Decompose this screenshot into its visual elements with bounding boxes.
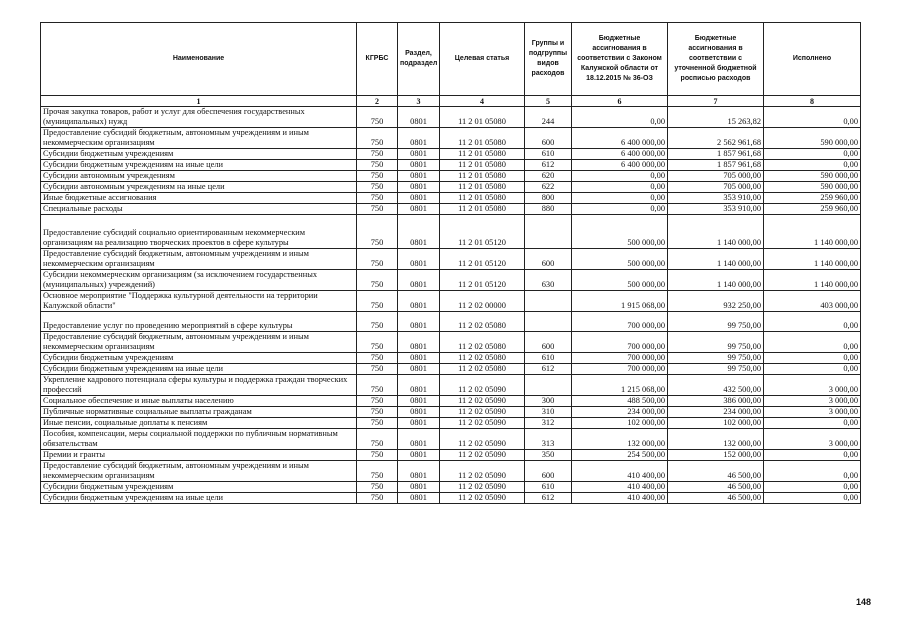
table-row [41, 407, 861, 418]
table-row [41, 171, 861, 182]
row-name: Субсидии бюджетным учреждениям на иные цели [41, 364, 357, 375]
row-expense-type: 312 [525, 418, 572, 429]
row-razdel: 0801 [398, 450, 440, 461]
row-law-allocation: 700 000,00 [572, 312, 668, 332]
column-number: 6 [572, 96, 668, 107]
row-executed: 590 000,00 [764, 171, 861, 182]
row-name: Прочая закупка товаров, работ и услуг для обеспечения государственных (муниципальных) нужд [41, 107, 357, 128]
row-schedule-allocation: 15 263,82 [668, 107, 764, 128]
row-law-allocation: 410 400,00 [572, 493, 668, 504]
header-name: Наименование [41, 23, 357, 96]
column-number-row [41, 96, 861, 107]
row-law-allocation: 0,00 [572, 107, 668, 128]
row-target-article: 11 2 01 05120 [440, 270, 525, 291]
row-target-article: 11 2 02 05090 [440, 493, 525, 504]
row-schedule-allocation: 1 140 000,00 [668, 270, 764, 291]
row-kgrbs: 750 [357, 249, 398, 270]
row-name: Предоставление субсидий бюджетным, автономным учреждениям и иным некоммерческим организациям [41, 332, 357, 353]
row-executed: 0,00 [764, 332, 861, 353]
row-executed: 259 960,00 [764, 204, 861, 215]
table-body [41, 107, 861, 504]
row-kgrbs: 750 [357, 204, 398, 215]
row-name: Основное мероприятие "Поддержка культурной деятельности на территории Калужской области" [41, 291, 357, 312]
row-name: Иные пенсии, социальные доплаты к пенсиям [41, 418, 357, 429]
row-kgrbs: 750 [357, 450, 398, 461]
row-target-article: 11 2 01 05080 [440, 107, 525, 128]
row-razdel: 0801 [398, 182, 440, 193]
row-kgrbs: 750 [357, 312, 398, 332]
table-row [41, 482, 861, 493]
row-name: Субсидии бюджетным учреждениям [41, 149, 357, 160]
row-kgrbs: 750 [357, 160, 398, 171]
row-schedule-allocation: 932 250,00 [668, 291, 764, 312]
row-target-article: 11 2 02 05090 [440, 375, 525, 396]
row-schedule-allocation: 1 140 000,00 [668, 249, 764, 270]
header-kgrbs: КГРБС [357, 23, 398, 96]
row-target-article: 11 2 01 05080 [440, 171, 525, 182]
row-expense-type: 600 [525, 332, 572, 353]
row-razdel: 0801 [398, 493, 440, 504]
row-target-article: 11 2 02 05080 [440, 353, 525, 364]
row-schedule-allocation: 1 857 961,68 [668, 149, 764, 160]
row-target-article: 11 2 02 05090 [440, 407, 525, 418]
row-target-article: 11 2 01 05080 [440, 160, 525, 171]
header-statya: Целевая статья [440, 23, 525, 96]
row-kgrbs: 750 [357, 107, 398, 128]
row-name: Субсидии некоммерческим организациям (за исключением государственных (муниципальных) учреждений) [41, 270, 357, 291]
row-executed: 590 000,00 [764, 128, 861, 149]
row-schedule-allocation: 99 750,00 [668, 312, 764, 332]
row-name: Субсидии бюджетным учреждениям [41, 482, 357, 493]
row-razdel: 0801 [398, 204, 440, 215]
row-name: Предоставление субсидий бюджетным, автономным учреждениям и иным некоммерческим организациям [41, 461, 357, 482]
table-row [41, 291, 861, 312]
row-target-article: 11 2 01 05080 [440, 193, 525, 204]
row-expense-type: 622 [525, 182, 572, 193]
budget-table [40, 22, 861, 504]
row-target-article: 11 2 02 05090 [440, 418, 525, 429]
row-law-allocation: 6 400 000,00 [572, 128, 668, 149]
row-expense-type: 610 [525, 353, 572, 364]
row-target-article: 11 2 01 05080 [440, 204, 525, 215]
row-target-article: 11 2 02 05090 [440, 482, 525, 493]
row-name: Пособия, компенсации, меры социальной поддержки по публичным нормативным обязательствам [41, 429, 357, 450]
row-law-allocation: 0,00 [572, 182, 668, 193]
row-schedule-allocation: 46 500,00 [668, 482, 764, 493]
row-expense-type: 600 [525, 128, 572, 149]
row-kgrbs: 750 [357, 364, 398, 375]
table-row [41, 396, 861, 407]
row-law-allocation: 1 215 068,00 [572, 375, 668, 396]
row-executed: 0,00 [764, 450, 861, 461]
row-law-allocation: 0,00 [572, 171, 668, 182]
row-executed: 3 000,00 [764, 429, 861, 450]
row-schedule-allocation: 99 750,00 [668, 353, 764, 364]
row-razdel: 0801 [398, 407, 440, 418]
column-number: 3 [398, 96, 440, 107]
table-row [41, 461, 861, 482]
row-executed: 0,00 [764, 418, 861, 429]
row-expense-type: 800 [525, 193, 572, 204]
row-razdel: 0801 [398, 461, 440, 482]
row-schedule-allocation: 2 562 961,68 [668, 128, 764, 149]
row-law-allocation: 132 000,00 [572, 429, 668, 450]
row-expense-type: 620 [525, 171, 572, 182]
row-target-article: 11 2 02 05080 [440, 332, 525, 353]
row-law-allocation: 0,00 [572, 193, 668, 204]
column-number: 4 [440, 96, 525, 107]
row-kgrbs: 750 [357, 291, 398, 312]
row-expense-type [525, 375, 572, 396]
page-number: 148 [855, 597, 871, 607]
row-schedule-allocation: 99 750,00 [668, 332, 764, 353]
row-expense-type: 310 [525, 407, 572, 418]
row-name: Премии и гранты [41, 450, 357, 461]
row-schedule-allocation: 99 750,00 [668, 364, 764, 375]
header-razdel: Раздел, подраздел [398, 23, 440, 96]
row-kgrbs: 750 [357, 418, 398, 429]
row-law-allocation: 700 000,00 [572, 364, 668, 375]
row-kgrbs: 750 [357, 461, 398, 482]
row-executed: 0,00 [764, 107, 861, 128]
row-name: Предоставление услуг по проведению мероприятий в сфере культуры [41, 312, 357, 332]
row-kgrbs: 750 [357, 353, 398, 364]
row-law-allocation: 6 400 000,00 [572, 160, 668, 171]
row-razdel: 0801 [398, 364, 440, 375]
row-razdel: 0801 [398, 396, 440, 407]
header-zakon: Бюджетные ассигнования в соответствии с Законом Калужской области от 18.12.2015 № 36-ОЗ [572, 23, 668, 96]
row-razdel: 0801 [398, 128, 440, 149]
row-name: Специальные расходы [41, 204, 357, 215]
row-expense-type: 612 [525, 160, 572, 171]
row-schedule-allocation: 386 000,00 [668, 396, 764, 407]
row-name: Социальное обеспечение и иные выплаты населению [41, 396, 357, 407]
column-number: 8 [764, 96, 861, 107]
row-target-article: 11 2 01 05080 [440, 149, 525, 160]
row-name: Субсидии автономным учреждениям [41, 171, 357, 182]
row-razdel: 0801 [398, 149, 440, 160]
row-schedule-allocation: 46 500,00 [668, 461, 764, 482]
row-law-allocation: 700 000,00 [572, 353, 668, 364]
row-schedule-allocation: 1 857 961,68 [668, 160, 764, 171]
table-row [41, 312, 861, 332]
table-row [41, 107, 861, 128]
row-law-allocation: 410 400,00 [572, 461, 668, 482]
row-target-article: 11 2 02 05080 [440, 312, 525, 332]
table-row [41, 332, 861, 353]
row-executed: 1 140 000,00 [764, 215, 861, 249]
table-row [41, 353, 861, 364]
table-row [41, 204, 861, 215]
row-executed: 259 960,00 [764, 193, 861, 204]
row-kgrbs: 750 [357, 482, 398, 493]
row-name: Публичные нормативные социальные выплаты гражданам [41, 407, 357, 418]
row-expense-type: 612 [525, 493, 572, 504]
row-expense-type [525, 291, 572, 312]
row-razdel: 0801 [398, 482, 440, 493]
row-name: Субсидии бюджетным учреждениям на иные цели [41, 160, 357, 171]
row-razdel: 0801 [398, 160, 440, 171]
row-razdel: 0801 [398, 375, 440, 396]
row-law-allocation: 500 000,00 [572, 215, 668, 249]
row-executed: 590 000,00 [764, 182, 861, 193]
row-expense-type: 610 [525, 482, 572, 493]
row-razdel: 0801 [398, 312, 440, 332]
row-law-allocation: 234 000,00 [572, 407, 668, 418]
table-row [41, 215, 861, 249]
row-expense-type: 630 [525, 270, 572, 291]
row-name: Предоставление субсидий бюджетным, автономным учреждениям и иным некоммерческим организациям [41, 249, 357, 270]
row-executed: 3 000,00 [764, 396, 861, 407]
row-target-article: 11 2 01 05080 [440, 128, 525, 149]
row-target-article: 11 2 02 05090 [440, 450, 525, 461]
row-expense-type: 244 [525, 107, 572, 128]
row-name: Предоставление субсидий социально ориентированным некоммерческим организациям на реализацию творческих проектов в сфере культуры [41, 215, 357, 249]
row-law-allocation: 1 915 068,00 [572, 291, 668, 312]
row-expense-type: 600 [525, 461, 572, 482]
row-razdel: 0801 [398, 171, 440, 182]
row-schedule-allocation: 705 000,00 [668, 182, 764, 193]
table-row [41, 249, 861, 270]
table-row [41, 149, 861, 160]
table-row [41, 375, 861, 396]
header-rospis: Бюджетные ассигнования в соответствии с уточненной бюджетной росписью расходов [668, 23, 764, 96]
table-row [41, 364, 861, 375]
row-law-allocation: 6 400 000,00 [572, 149, 668, 160]
row-name: Укрепление кадрового потенциала сферы культуры и поддержка граждан творческих профессий [41, 375, 357, 396]
row-kgrbs: 750 [357, 332, 398, 353]
row-razdel: 0801 [398, 418, 440, 429]
row-razdel: 0801 [398, 353, 440, 364]
table-row [41, 493, 861, 504]
row-executed: 0,00 [764, 312, 861, 332]
table-row [41, 429, 861, 450]
row-expense-type: 612 [525, 364, 572, 375]
table-row [41, 270, 861, 291]
row-expense-type: 600 [525, 249, 572, 270]
row-schedule-allocation: 432 500,00 [668, 375, 764, 396]
row-schedule-allocation: 1 140 000,00 [668, 215, 764, 249]
row-executed: 0,00 [764, 461, 861, 482]
column-number: 2 [357, 96, 398, 107]
row-law-allocation: 0,00 [572, 204, 668, 215]
row-schedule-allocation: 132 000,00 [668, 429, 764, 450]
row-razdel: 0801 [398, 270, 440, 291]
row-kgrbs: 750 [357, 182, 398, 193]
row-target-article: 11 2 02 05090 [440, 461, 525, 482]
column-number: 1 [41, 96, 357, 107]
row-executed: 3 000,00 [764, 375, 861, 396]
row-schedule-allocation: 152 000,00 [668, 450, 764, 461]
row-kgrbs: 750 [357, 493, 398, 504]
row-kgrbs: 750 [357, 396, 398, 407]
row-target-article: 11 2 01 05080 [440, 182, 525, 193]
row-law-allocation: 488 500,00 [572, 396, 668, 407]
row-razdel: 0801 [398, 107, 440, 128]
header-ispolneno: Исполнено [764, 23, 861, 96]
row-kgrbs: 750 [357, 149, 398, 160]
row-expense-type: 880 [525, 204, 572, 215]
header-row [41, 23, 861, 96]
row-razdel: 0801 [398, 291, 440, 312]
row-law-allocation: 254 500,00 [572, 450, 668, 461]
row-target-article: 11 2 02 00000 [440, 291, 525, 312]
row-law-allocation: 410 400,00 [572, 482, 668, 493]
row-law-allocation: 700 000,00 [572, 332, 668, 353]
row-schedule-allocation: 234 000,00 [668, 407, 764, 418]
row-name: Субсидии бюджетным учреждениям [41, 353, 357, 364]
row-razdel: 0801 [398, 193, 440, 204]
header-vid: Группы и подгруппы видов расходов [525, 23, 572, 96]
row-executed: 1 140 000,00 [764, 270, 861, 291]
row-razdel: 0801 [398, 332, 440, 353]
row-executed: 403 000,00 [764, 291, 861, 312]
row-kgrbs: 750 [357, 429, 398, 450]
row-law-allocation: 500 000,00 [572, 249, 668, 270]
row-expense-type: 610 [525, 149, 572, 160]
row-law-allocation: 102 000,00 [572, 418, 668, 429]
row-schedule-allocation: 353 910,00 [668, 193, 764, 204]
row-expense-type: 300 [525, 396, 572, 407]
row-kgrbs: 750 [357, 270, 398, 291]
row-executed: 0,00 [764, 149, 861, 160]
row-schedule-allocation: 705 000,00 [668, 171, 764, 182]
row-kgrbs: 750 [357, 375, 398, 396]
row-kgrbs: 750 [357, 128, 398, 149]
row-schedule-allocation: 102 000,00 [668, 418, 764, 429]
table-row [41, 418, 861, 429]
row-name: Субсидии автономным учреждениям на иные цели [41, 182, 357, 193]
row-executed: 0,00 [764, 160, 861, 171]
row-expense-type [525, 215, 572, 249]
row-kgrbs: 750 [357, 193, 398, 204]
column-number: 7 [668, 96, 764, 107]
row-target-article: 11 2 01 05120 [440, 215, 525, 249]
row-name: Иные бюджетные ассигнования [41, 193, 357, 204]
row-kgrbs: 750 [357, 215, 398, 249]
row-name: Субсидии бюджетным учреждениям на иные цели [41, 493, 357, 504]
table-row [41, 450, 861, 461]
row-executed: 0,00 [764, 482, 861, 493]
row-expense-type: 313 [525, 429, 572, 450]
row-executed: 3 000,00 [764, 407, 861, 418]
row-razdel: 0801 [398, 249, 440, 270]
row-expense-type [525, 312, 572, 332]
row-schedule-allocation: 353 910,00 [668, 204, 764, 215]
row-executed: 0,00 [764, 364, 861, 375]
row-law-allocation: 500 000,00 [572, 270, 668, 291]
row-executed: 0,00 [764, 493, 861, 504]
row-executed: 0,00 [764, 353, 861, 364]
row-target-article: 11 2 02 05090 [440, 396, 525, 407]
table-row [41, 160, 861, 171]
row-razdel: 0801 [398, 215, 440, 249]
table-row [41, 182, 861, 193]
row-name: Предоставление субсидий бюджетным, автономным учреждениям и иным некоммерческим организациям [41, 128, 357, 149]
row-expense-type: 350 [525, 450, 572, 461]
row-schedule-allocation: 46 500,00 [668, 493, 764, 504]
table-row [41, 128, 861, 149]
column-number: 5 [525, 96, 572, 107]
row-razdel: 0801 [398, 429, 440, 450]
row-target-article: 11 2 02 05080 [440, 364, 525, 375]
row-target-article: 11 2 01 05120 [440, 249, 525, 270]
row-executed: 1 140 000,00 [764, 249, 861, 270]
row-target-article: 11 2 02 05090 [440, 429, 525, 450]
table-row [41, 193, 861, 204]
row-kgrbs: 750 [357, 171, 398, 182]
row-kgrbs: 750 [357, 407, 398, 418]
